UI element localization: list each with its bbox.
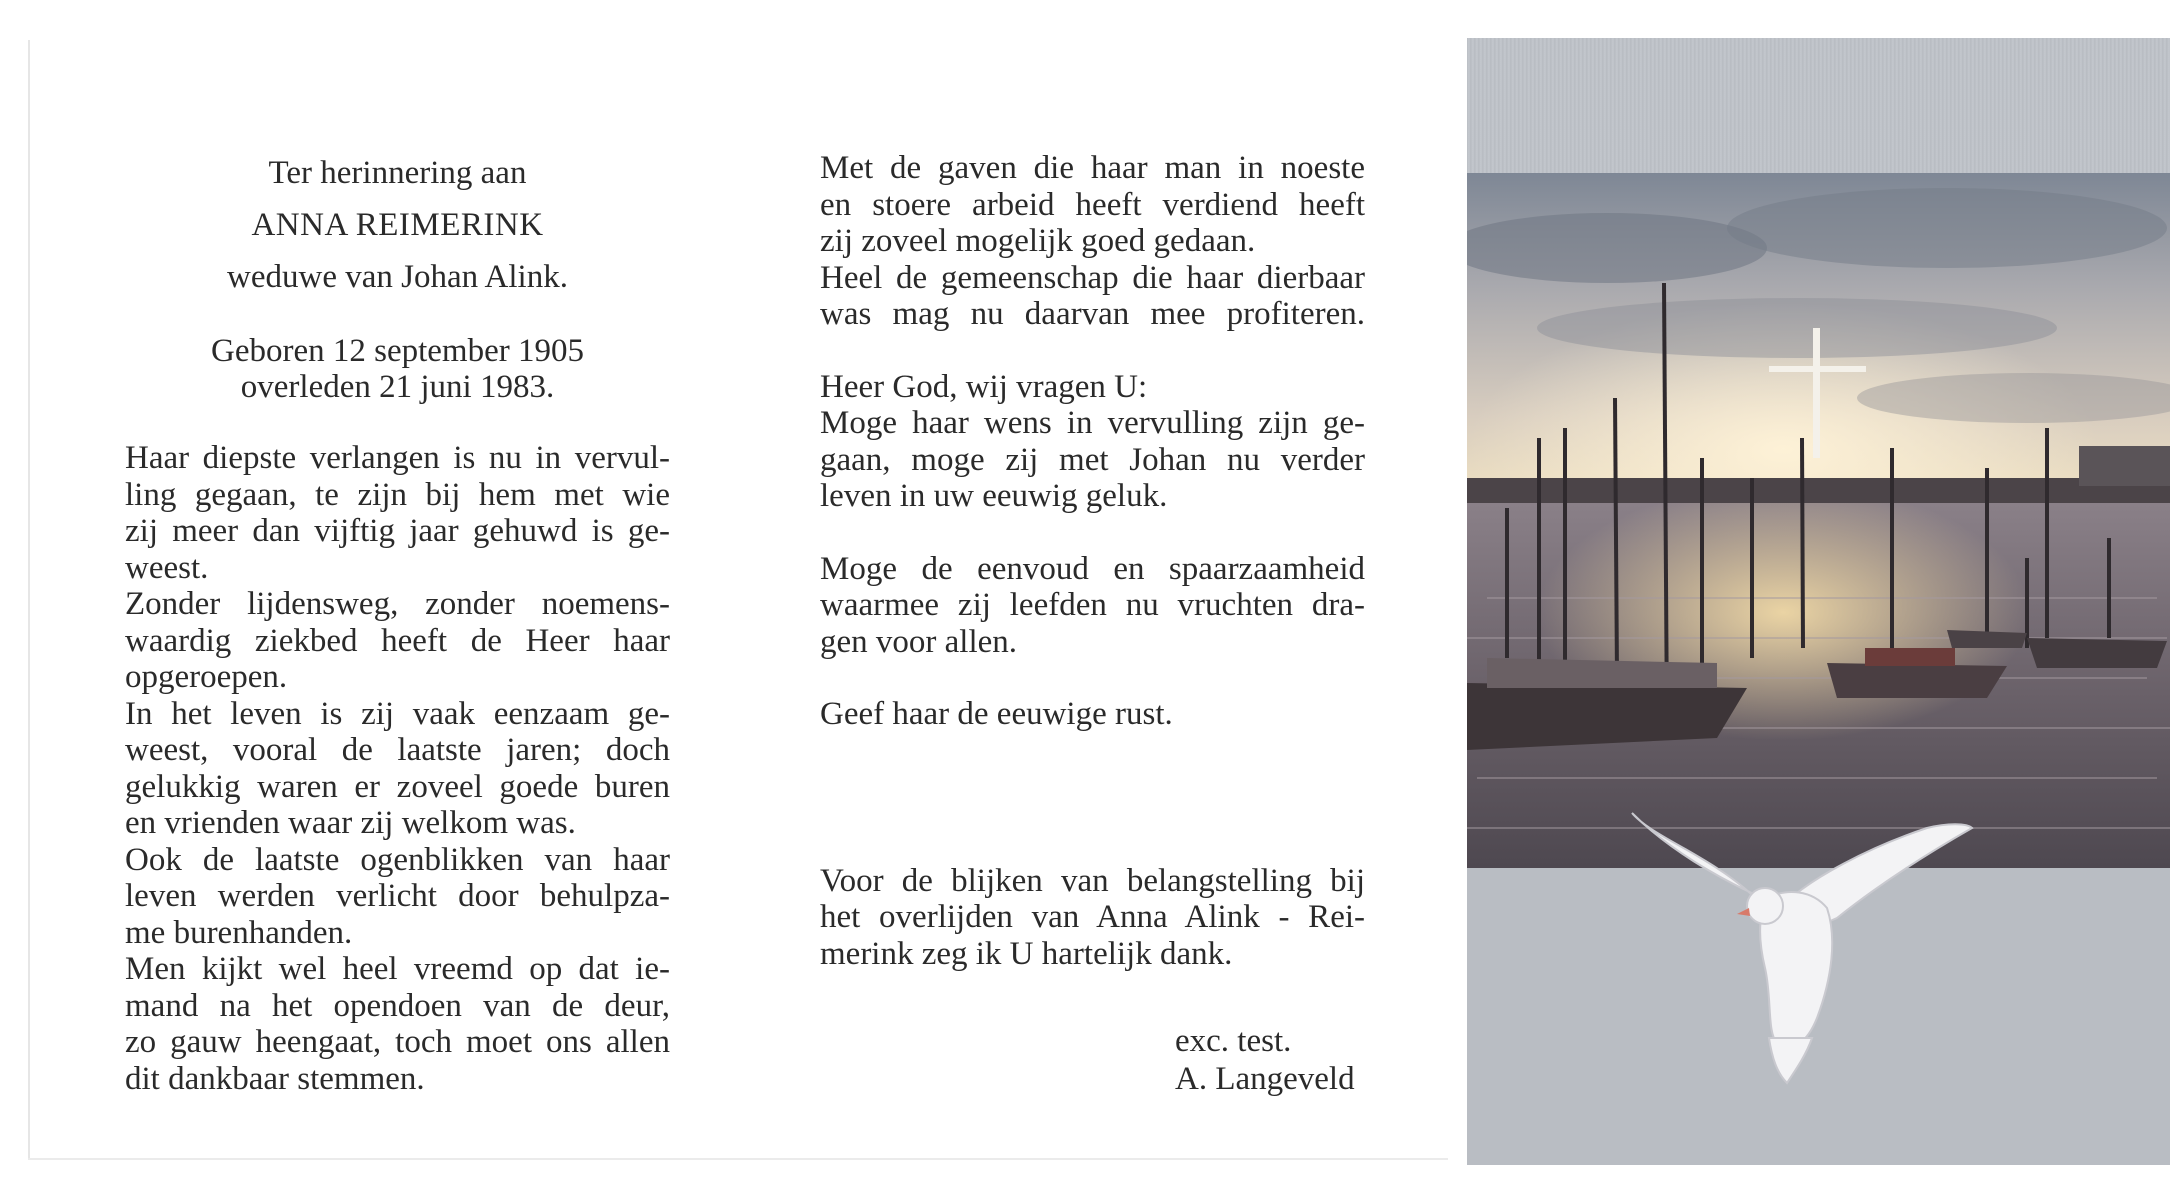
- text-line: weest.: [125, 549, 209, 586]
- boat: [2027, 638, 2167, 668]
- text-line: waarmee zij leefden nu vruchten dra-: [820, 587, 1365, 623]
- harbor-photo: [1467, 38, 2170, 1165]
- cloud: [1727, 188, 2167, 268]
- text-line: weest, vooral de laatste jaren; doch: [125, 732, 670, 768]
- paragraph-gap: [820, 660, 1365, 696]
- text-line: me burenhanden.: [125, 914, 353, 951]
- text-line: Heer God, wij vragen U:: [820, 368, 1148, 405]
- text-line: leven werden verlicht door behulpza-: [125, 878, 670, 914]
- building: [2079, 446, 2170, 486]
- text-line: gaan, moge zij met Johan nu verder: [820, 441, 1365, 478]
- harbor-photo-panel: [1467, 38, 2170, 1165]
- left-column-text: [125, 440, 670, 1097]
- text-line: Moge de eenvoud en spaarzaamheid: [820, 550, 1365, 587]
- text-line: merink zeg ik U hartelijk dank.: [820, 935, 1233, 972]
- text-line: Met de gaven die haar man in noeste: [820, 150, 1365, 186]
- text-line: Zonder lijdensweg, zonder noemens-: [125, 586, 670, 622]
- deceased-name: ANNA REIMERINK: [251, 207, 544, 243]
- text-line: leven in uw eeuwig geluk.: [820, 478, 1168, 514]
- heading-intro: Ter herinnering aan: [268, 155, 527, 191]
- signature-line-1: exc. test.: [1175, 1023, 1292, 1059]
- text-line: zo gauw heengaat, toch moet ons allen: [125, 1024, 670, 1060]
- text-line: Geef haar de eeuwige rust.: [820, 696, 1173, 732]
- widow-of: weduwe van Johan Alink.: [227, 259, 568, 295]
- text-line: het overlijden van Anna Alink - Rei-: [820, 899, 1365, 935]
- text-line: dit dankbaar stemmen.: [125, 1060, 425, 1097]
- card-edge-left: [28, 40, 30, 1160]
- middle-column-text: [820, 150, 1365, 972]
- paragraph-gap: [820, 333, 1365, 369]
- signature-name: A. Langeveld: [1175, 1061, 1355, 1097]
- text-line: Haar diepste verlangen is nu in vervul-: [125, 440, 670, 476]
- birth-date: Geboren 12 september 1905: [211, 333, 584, 369]
- cloud: [1537, 298, 2057, 358]
- text-line: Moge haar wens in vervulling zijn ge-: [820, 405, 1365, 441]
- text-line: In het leven is zij vaak eenzaam ge-: [125, 695, 670, 732]
- text-line: gelukkig waren er zoveel goede buren: [125, 768, 670, 805]
- text-line: ling gegaan, te zijn bij hem met wie: [125, 476, 670, 513]
- paragraph-gap: [820, 515, 1365, 551]
- text-line: Heel de gemeenschap die haar dierbaar: [820, 259, 1365, 296]
- boat-cabin: [1487, 658, 1717, 688]
- text-line: mand na het opendoen van de deur,: [125, 987, 670, 1024]
- paragraph-gap: [820, 733, 1365, 863]
- boat-cabin: [1865, 648, 1955, 666]
- text-line: en vrienden waar zij welkom was.: [125, 805, 576, 841]
- text-line: zij zoveel mogelijk goed gedaan.: [820, 223, 1256, 259]
- signature: [1175, 1022, 1355, 1098]
- card-edge-bottom: [28, 1158, 1448, 1160]
- text-line: en stoere arbeid heeft verdiend heeft: [820, 186, 1365, 223]
- text-line: Ook de laatste ogenblikken van haar: [125, 841, 670, 878]
- memorial-heading: [125, 155, 670, 405]
- text-line: gen voor allen.: [820, 623, 1018, 660]
- text-line: waardig ziekbed heeft de Heer haar: [125, 622, 670, 659]
- boat: [1827, 663, 2007, 698]
- text-line: zij meer dan vijftig jaar gehuwd is ge-: [125, 513, 670, 549]
- text-line: was mag nu daarvan mee profiteren.: [820, 296, 1365, 332]
- death-date: overleden 21 juni 1983.: [240, 369, 555, 405]
- text-line: Men kijkt wel heel vreemd op dat ie-: [125, 951, 670, 987]
- text-line: Voor de blijken van belangstelling bij: [820, 862, 1365, 899]
- boat: [1947, 630, 2027, 648]
- text-line: opgeroepen.: [125, 659, 288, 695]
